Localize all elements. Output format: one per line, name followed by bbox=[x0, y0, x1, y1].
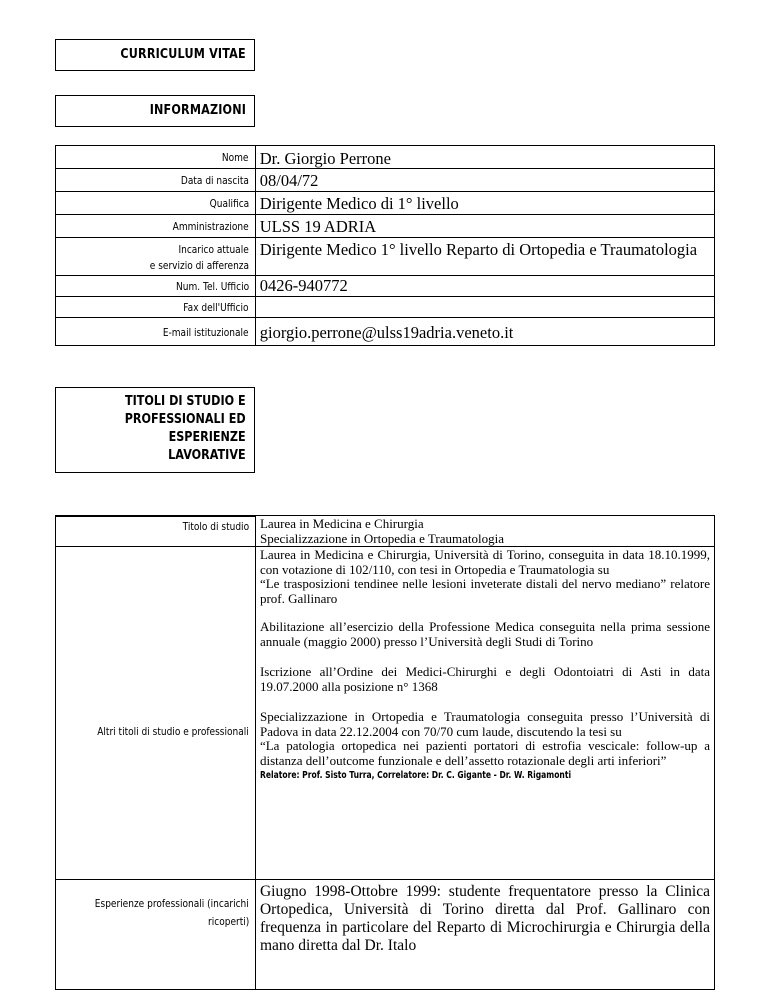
esp-label-2: ricoperti) bbox=[207, 915, 249, 928]
nascita-label: Data di nascita bbox=[180, 174, 249, 187]
altri-p3: Iscrizione all’Ordine dei Medici-Chirurghi e degli Odontoiatri di Asti in data 19.07.2000 alla posizione n° 1368 bbox=[259, 664, 710, 694]
titoli-title bbox=[125, 393, 246, 465]
fax-value bbox=[255, 297, 714, 318]
qualifica-label: Qualifica bbox=[209, 197, 249, 210]
altri-label: Altri titoli di studio e professionali bbox=[97, 725, 249, 738]
titolo-line-2: Specializzazione in Ortopedia e Traumatologia bbox=[259, 530, 505, 546]
info-title: INFORMAZIONI bbox=[149, 103, 246, 118]
nome-label: Nome bbox=[222, 151, 249, 164]
studies-table bbox=[55, 515, 715, 990]
email-label: E-mail istituzionale bbox=[163, 326, 249, 339]
titoli-line-2: PROFESSIONALI ED bbox=[125, 412, 246, 427]
titolo-line-1: Laurea in Medicina e Chirurgia bbox=[259, 516, 424, 531]
amm-label: Amministrazione bbox=[172, 220, 249, 233]
amm-value: ULSS 19 ADRIA bbox=[255, 215, 714, 238]
altri-p4: Specializzazione in Ortopedia e Traumatologia conseguita presso l’Università di Padova in data 22.12.2004 con 70/70 cum laude, discutendo la tesi su bbox=[259, 709, 710, 739]
nascita-value: 08/04/72 bbox=[255, 169, 714, 192]
fax-label: Fax dell'Ufficio bbox=[183, 301, 249, 314]
altri-p4b: “La patologia ortopedica nei pazienti portatori di estrofia vescicale: follow-up a distanza dell’outcome funzionale e dell’assetto rotazionale degli arti inferiori” bbox=[259, 738, 710, 768]
relatore-note: Relatore: Prof. Sisto Turra, Correlatore: Dr. C. Gigante - Dr. W. Rigamonti bbox=[259, 770, 572, 781]
altri-p2: Abilitazione all’esercizio della Professione Medica conseguita nella prima sessione annuale (maggio 2000) presso l’Università degli Studi di Torino bbox=[259, 619, 710, 649]
info-title-box bbox=[55, 95, 255, 127]
email-value: giorgio.perrone@ulss19adria.veneto.it bbox=[255, 318, 714, 346]
titoli-line-4: LAVORATIVE bbox=[168, 448, 246, 463]
esp-value: Giugno 1998-Ottobre 1999: studente frequentatore presso la Clinica Ortopedica, Università di Torino diretta dal Prof. Gallinaro con frequenza in particolare del Reparto di Microchirurgia e Chirurgia della mano diretta dal Dr. Italo bbox=[255, 880, 714, 990]
titoli-line-1: TITOLI DI STUDIO E bbox=[125, 394, 246, 409]
tel-value: 0426-940772 bbox=[255, 276, 714, 297]
nome-value: Dr. Giorgio Perrone bbox=[255, 146, 714, 169]
titoli-line-3: ESPERIENZE bbox=[168, 430, 246, 445]
titoli-title-box bbox=[55, 387, 255, 473]
altri-p1: Laurea in Medicina e Chirurgia, Università di Torino, conseguita in data 18.10.1999, con votazione di 102/110, con tesi in Ortopedia e Traumatologia su bbox=[259, 547, 710, 577]
titolo-label: Titolo di studio bbox=[182, 520, 249, 534]
incarico-value: Dirigente Medico 1° livello Reparto di Ortopedia e Traumatologia bbox=[255, 238, 714, 276]
incarico-label-1: Incarico attuale bbox=[178, 243, 249, 256]
qualifica-value: Dirigente Medico di 1° livello bbox=[255, 192, 714, 215]
tel-label: Num. Tel. Ufficio bbox=[175, 280, 249, 293]
altri-p1b: “Le trasposizioni tendinee nelle lesioni inveterate distali del nervo mediano” relatore prof. Gallinaro bbox=[259, 576, 710, 606]
esp-label-1: Esperienze professionali (incarichi bbox=[95, 897, 249, 910]
cv-title: CURRICULUM VITAE bbox=[120, 47, 246, 62]
cv-title-box bbox=[55, 39, 255, 71]
incarico-label-2: e servizio di afferenza bbox=[149, 259, 249, 272]
info-table bbox=[55, 145, 715, 346]
